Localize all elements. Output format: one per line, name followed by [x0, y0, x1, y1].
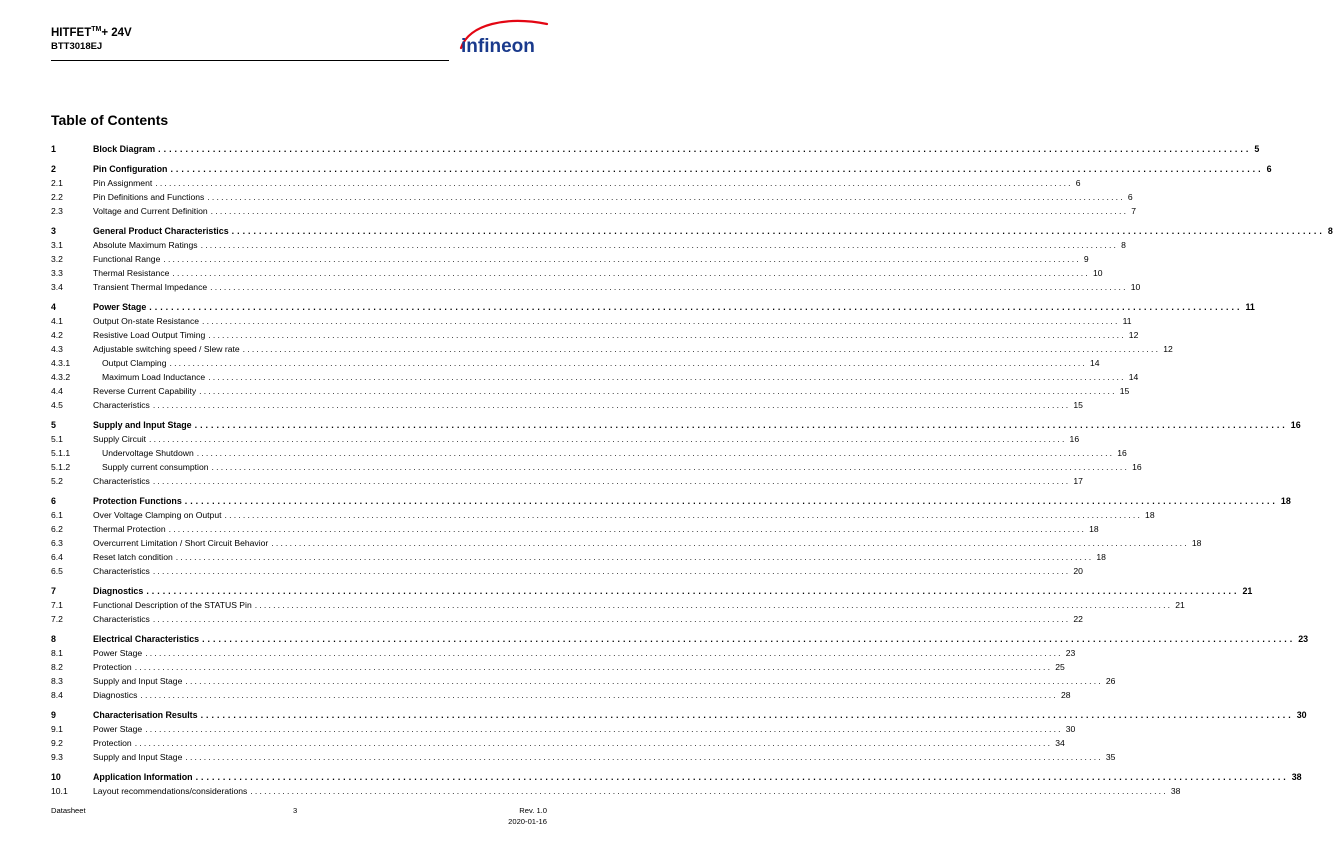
toc-entry-page: 5 — [1254, 144, 1260, 154]
toc-entry-page: 16 — [1290, 419, 1301, 430]
toc-entry[interactable] — [51, 630, 1309, 644]
toc-entry-page: 6 — [1075, 177, 1081, 188]
toc-entry-label: Diagnostics — [93, 585, 144, 596]
toc-entry-page: 6 — [1127, 191, 1133, 202]
toc-entry-label: Maximum Load Inductance — [102, 372, 206, 382]
toc-entry-page: 34 — [1055, 737, 1065, 748]
toc-entry-label: Over Voltage Clamping on Output — [93, 509, 222, 520]
toc-entry-page: 20 — [1073, 566, 1083, 577]
toc-dot-leader: ........................................................................................................................................................................................................ — [168, 524, 1087, 534]
toc-entry[interactable] — [51, 326, 1139, 340]
toc-dot-leader: ........................................................................................................................................................................................................ — [210, 281, 1128, 292]
toc-dot-leader: ........................................................................................................................................................................................................ — [254, 600, 1173, 610]
toc-entry-number: 6.5 — [51, 566, 63, 577]
toc-entry[interactable] — [51, 382, 1130, 397]
toc-dot-leader: ........................................................................................................................................................................................................ — [145, 723, 1063, 734]
toc-dot-leader: ........................................................................................................................................................................................................ — [146, 585, 1240, 596]
toc-entry-page: 26 — [1105, 676, 1116, 686]
toc-entry-label: Supply and Input Stage — [93, 419, 192, 430]
toc-entry-page: 38 — [1170, 785, 1181, 796]
footer-doc-type: Datasheet — [51, 806, 86, 815]
logo-text: infineon — [461, 36, 535, 57]
toc-entry[interactable] — [51, 562, 1083, 577]
toc-entry-number: 8.4 — [51, 690, 63, 701]
toc-dot-leader: ........................................................................................................................................................................................................ — [134, 661, 1053, 672]
toc-entry-page: 12 — [1128, 329, 1139, 340]
toc-entry-number: 6.1 — [51, 509, 63, 520]
toc-title: Table of Contents — [51, 112, 169, 128]
toc-entry-page: 14 — [1128, 372, 1139, 382]
toc-entry-page: 14 — [1090, 357, 1100, 368]
toc-dot-leader: ........................................................................................................................................................................................................ — [152, 476, 1071, 487]
toc-entry-number: 5.1.1 — [51, 448, 71, 458]
toc-entry-label: Layout recommendations/considerations — [93, 785, 248, 796]
toc-entry-label: Protection — [93, 737, 132, 748]
toc-entry[interactable] — [51, 236, 1126, 250]
toc-entry[interactable] — [51, 298, 1255, 312]
toc-entry-page: 23 — [1065, 647, 1076, 658]
toc-dot-leader: ........................................................................................................................................................................................................ — [163, 253, 1081, 264]
toc-entry[interactable] — [51, 520, 1099, 534]
toc-dot-leader: ........................................................................................................................................................................................................ — [200, 239, 1119, 250]
toc-dot-leader: ........................................................................................................................................................................................................ — [202, 633, 1296, 644]
toc-entry-number: 2.2 — [51, 191, 63, 202]
footer-page-number: 3 — [293, 806, 298, 815]
toc-entry[interactable] — [51, 658, 1065, 672]
toc-entry-label: Characteristics — [93, 614, 150, 625]
toc-entry-label: Characteristics — [93, 476, 150, 487]
toc-dot-leader: ........................................................................................................................................................................................................ — [152, 614, 1071, 625]
toc-entry[interactable] — [51, 506, 1155, 520]
toc-entry-label: Adjustable switching speed / Slew rate — [93, 343, 240, 354]
toc-entry[interactable] — [51, 706, 1307, 720]
toc-entry-label: Electrical Characteristics — [93, 633, 200, 644]
toc-entry[interactable] — [51, 202, 1136, 216]
toc-entry-label: Pin Definitions and Functions — [93, 191, 205, 202]
toc-entry-page: 18 — [1145, 509, 1155, 520]
toc-entry-label: Supply Circuit — [93, 433, 147, 444]
toc-entry[interactable] — [51, 472, 1083, 487]
product-suffix: + 24V — [101, 26, 132, 39]
toc-entry[interactable] — [51, 444, 1127, 458]
toc-entry-number: 10.1 — [51, 785, 68, 796]
toc-entry-page: 23 — [1298, 633, 1309, 644]
toc-entry-number: 6 — [51, 495, 56, 506]
toc-entry[interactable] — [51, 340, 1173, 354]
page-header — [51, 26, 449, 61]
toc-entry-page: 12 — [1163, 343, 1173, 354]
toc-entry[interactable] — [51, 782, 1181, 796]
infineon-logo-icon — [455, 18, 563, 62]
toc-dot-leader: ........................................................................................................................................................................................................ — [224, 509, 1143, 520]
toc-entry-page: 10 — [1092, 267, 1103, 278]
toc-dot-leader: ........................................................................................................................................................................................................ — [149, 433, 1067, 444]
toc-entry-label: Thermal Protection — [93, 524, 166, 534]
toc-entry-number: 9.3 — [51, 752, 63, 762]
toc-entry-page: 38 — [1291, 771, 1302, 782]
toc-entry-page: 35 — [1105, 752, 1116, 762]
toc-dot-leader: ........................................................................................................................................................................................................ — [242, 343, 1161, 354]
header-divider — [51, 60, 449, 61]
toc-entry-number: 4.2 — [51, 329, 63, 340]
toc-entry-label: Diagnostics — [93, 690, 138, 701]
toc-entry[interactable] — [51, 672, 1116, 686]
product-name: HITFET — [51, 26, 92, 39]
toc-dot-leader: ........................................................................................................................................................................................................ — [195, 771, 1289, 782]
toc-entry-number: 5.2 — [51, 476, 63, 487]
toc-entry[interactable] — [51, 720, 1076, 734]
toc-entry-label: Supply and Input Stage — [93, 752, 183, 762]
toc-entry-label: General Product Characteristics — [93, 225, 229, 236]
toc-dot-leader: ........................................................................................................................................................................................................ — [175, 552, 1094, 563]
toc-dot-leader: ........................................................................................................................................................................................................ — [208, 372, 1126, 382]
toc-entry-label: Output Clamping — [102, 357, 167, 368]
toc-entry[interactable] — [51, 368, 1139, 382]
toc-entry-label: Pin Assignment — [93, 177, 153, 188]
toc-dot-leader: ........................................................................................................................................................................................................ — [152, 400, 1071, 411]
toc-dot-leader: ........................................................................................................................................................................................................ — [208, 329, 1126, 340]
toc-entry-page: 10 — [1130, 281, 1141, 292]
toc-dot-leader: ........................................................................................................................................................................................................ — [194, 419, 1288, 430]
toc-entry-label: Protection Functions — [93, 495, 182, 506]
toc-entry[interactable] — [51, 610, 1083, 625]
trademark-mark: TM — [91, 26, 102, 33]
toc-entry[interactable] — [51, 430, 1080, 444]
toc-entry-label: Characteristics — [93, 566, 150, 577]
toc-dot-leader: ........................................................................................................................................................................................................ — [250, 785, 1168, 796]
toc-entry-page: 30 — [1296, 709, 1307, 720]
toc-entry[interactable] — [51, 396, 1083, 411]
toc-entry[interactable] — [51, 686, 1071, 701]
toc-entry-number: 3.3 — [51, 267, 63, 278]
toc-entry-number: 4.3.2 — [51, 372, 71, 382]
footer-date: 2020-01-16 — [508, 817, 547, 826]
toc-entry-label: Thermal Resistance — [93, 267, 170, 278]
toc-entry-number: 8.2 — [51, 661, 63, 672]
toc-entry-number: 4.3.1 — [51, 357, 71, 368]
toc-entry[interactable] — [51, 458, 1142, 473]
toc-entry-label: Application Information — [93, 771, 193, 782]
toc-entry-label: Supply current consumption — [102, 462, 209, 473]
toc-entry-number: 10 — [51, 771, 61, 782]
toc-entry[interactable] — [51, 416, 1301, 430]
toc-entry-number: 8 — [51, 633, 56, 644]
toc-entry-label: Resistive Load Output Timing — [93, 329, 206, 340]
toc-entry-label: Undervoltage Shutdown — [102, 448, 194, 458]
toc-entry[interactable] — [51, 312, 1132, 326]
toc-entry[interactable] — [51, 492, 1291, 506]
toc-entry-label: Transient Thermal Impedance — [93, 281, 208, 292]
toc-entry-number: 8.3 — [51, 676, 63, 686]
toc-entry-number: 5.1.2 — [51, 462, 71, 473]
toc-entry-number: 3.2 — [51, 253, 63, 264]
toc-entry-label: Functional Range — [93, 253, 161, 264]
toc-dot-leader: ........................................................................................................................................................................................................ — [199, 386, 1117, 397]
toc-entry-page: 18 — [1089, 524, 1099, 534]
toc-entry-label: Characteristics — [93, 400, 150, 411]
toc-entry[interactable] — [51, 644, 1076, 658]
toc-entry-number: 1 — [51, 144, 56, 154]
toc-dot-leader: ........................................................................................................................................................................................................ — [196, 448, 1115, 458]
toc-entry-page: 8 — [1121, 239, 1126, 250]
toc-entry-number: 7 — [51, 585, 56, 596]
toc-entry-page: 22 — [1073, 614, 1083, 625]
toc-entry-label: Characterisation Results — [93, 709, 198, 720]
toc-entry-number: 2.1 — [51, 177, 63, 188]
toc-entry-page: 18 — [1191, 538, 1202, 549]
toc-entry-page: 11 — [1245, 301, 1255, 312]
product-title — [51, 26, 449, 39]
toc-entry-label: Block Diagram — [93, 144, 156, 154]
toc-entry-label: Pin Configuration — [93, 163, 168, 174]
toc-entry-page: 21 — [1242, 585, 1253, 596]
toc-entry[interactable] — [51, 748, 1116, 762]
toc-entry-number: 3.4 — [51, 281, 63, 292]
toc-entry-label: Overcurrent Limitation / Short Circuit Behavior — [93, 538, 269, 549]
toc-dot-leader: ........................................................................................................................................................................................................ — [211, 462, 1130, 473]
toc-entry-label: Power Stage — [93, 647, 143, 658]
toc-entry-label: Reset latch condition — [93, 552, 173, 563]
toc-entry-label: Power Stage — [93, 301, 147, 312]
toc-dot-leader: ........................................................................................................................................................................................................ — [202, 315, 1120, 326]
toc-entry-label: Output On-state Resistance — [93, 315, 200, 326]
toc-entry-number: 7.2 — [51, 614, 63, 625]
toc-entry[interactable] — [51, 264, 1103, 278]
toc-entry-number: 3 — [51, 225, 56, 236]
toc-entry-label: Power Stage — [93, 723, 143, 734]
toc-dot-leader: ........................................................................................................................................................................................................ — [134, 737, 1053, 748]
toc-entry-page: 16 — [1117, 448, 1127, 458]
toc-entry-number: 4.1 — [51, 315, 63, 326]
toc-entry-page: 7 — [1131, 205, 1136, 216]
toc-entry-number: 9.1 — [51, 723, 63, 734]
toc-dot-leader: ........................................................................................................................................................................................................ — [149, 301, 1243, 312]
toc-entry-page: 18 — [1280, 495, 1291, 506]
toc-dot-leader: ........................................................................................................................................................................................................ — [185, 752, 1103, 762]
toc-dot-leader: ........................................................................................................................................................................................................ — [207, 191, 1125, 202]
toc-dot-leader: ........................................................................................................................................................................................................ — [185, 676, 1103, 686]
toc-entry[interactable] — [51, 140, 1260, 154]
toc-entry-page: 17 — [1073, 476, 1083, 487]
toc-dot-leader: ........................................................................................................................................................................................................ — [145, 647, 1063, 658]
toc-entry-page: 11 — [1122, 315, 1132, 326]
toc-dot-leader: ........................................................................................................................................................................................................ — [158, 144, 1252, 154]
toc-entry-number: 6.3 — [51, 538, 63, 549]
toc-dot-leader: ........................................................................................................................................................................................................ — [140, 690, 1058, 701]
toc-entry-number: 8.1 — [51, 647, 63, 658]
toc-entry-number: 4 — [51, 301, 56, 312]
toc-entry-number: 3.1 — [51, 239, 63, 250]
toc-entry-label: Protection — [93, 661, 132, 672]
toc-entry[interactable] — [51, 596, 1185, 610]
toc-entry-page: 21 — [1175, 600, 1185, 610]
toc-dot-leader: ........................................................................................................................................................................................................ — [152, 566, 1071, 577]
toc-entry-number: 2.3 — [51, 205, 63, 216]
toc-entry-number: 9 — [51, 709, 56, 720]
toc-entry-number: 5 — [51, 419, 56, 430]
toc-entry[interactable] — [51, 188, 1133, 202]
toc-entry-label: Supply and Input Stage — [93, 676, 183, 686]
toc-entry-number: 7.1 — [51, 600, 63, 610]
toc-entry-number: 5.1 — [51, 433, 63, 444]
toc-entry-label: Voltage and Current Definition — [93, 205, 208, 216]
toc-entry[interactable] — [51, 354, 1100, 368]
toc-entry-page: 28 — [1060, 690, 1071, 701]
toc-dot-leader: ........................................................................................................................................................................................................ — [271, 538, 1189, 549]
toc-entry[interactable] — [51, 222, 1333, 236]
toc-entry-page: 15 — [1073, 400, 1083, 411]
toc-entry-page: 16 — [1069, 433, 1080, 444]
toc-entry-number: 2 — [51, 163, 56, 174]
toc-entry[interactable] — [51, 160, 1272, 174]
toc-entry[interactable] — [51, 174, 1081, 188]
toc-entry-label: Functional Description of the STATUS Pin — [93, 600, 252, 610]
toc-entry[interactable] — [51, 734, 1065, 748]
toc-dot-leader: ........................................................................................................................................................................................................ — [155, 177, 1073, 188]
toc-entry-label: Reverse Current Capability — [93, 386, 197, 397]
toc-entry-page: 18 — [1096, 552, 1106, 563]
toc-entry-page: 16 — [1132, 462, 1142, 473]
toc-entry[interactable] — [51, 548, 1106, 563]
toc-entry[interactable] — [51, 250, 1089, 264]
toc-dot-leader: ........................................................................................................................................................................................................ — [231, 225, 1325, 236]
toc-entry-page: 15 — [1119, 386, 1130, 397]
toc-dot-leader: ........................................................................................................................................................................................................ — [210, 205, 1129, 216]
toc-dot-leader: ........................................................................................................................................................................................................ — [200, 709, 1294, 720]
toc-entry-page: 8 — [1327, 225, 1333, 236]
toc-entry-number: 4.3 — [51, 343, 63, 354]
toc-entry-number: 4.4 — [51, 386, 63, 397]
toc-entry-label: Absolute Maximum Ratings — [93, 239, 198, 250]
footer-revision: Rev. 1.0 — [519, 806, 547, 815]
toc-entry-page: 30 — [1065, 723, 1076, 734]
toc-entry-page: 25 — [1055, 661, 1065, 672]
part-number: BTT3018EJ — [51, 40, 103, 52]
toc-entry-number: 4.5 — [51, 400, 63, 411]
toc-entry[interactable] — [51, 768, 1302, 782]
toc-entry-number: 6.2 — [51, 524, 63, 534]
toc-entry-page: 6 — [1266, 163, 1272, 174]
toc-entry-number: 6.4 — [51, 552, 63, 563]
toc-dot-leader: ........................................................................................................................................................................................................ — [172, 267, 1090, 278]
toc-dot-leader: ........................................................................................................................................................................................................ — [184, 495, 1278, 506]
toc-entry[interactable] — [51, 278, 1141, 292]
toc-entry-number: 9.2 — [51, 737, 63, 748]
toc-entry-page: 9 — [1083, 253, 1089, 264]
toc-dot-leader: ........................................................................................................................................................................................................ — [169, 357, 1088, 368]
toc-dot-leader: ........................................................................................................................................................................................................ — [170, 163, 1264, 174]
toc-entry[interactable] — [51, 582, 1253, 596]
toc-entry[interactable] — [51, 534, 1202, 549]
